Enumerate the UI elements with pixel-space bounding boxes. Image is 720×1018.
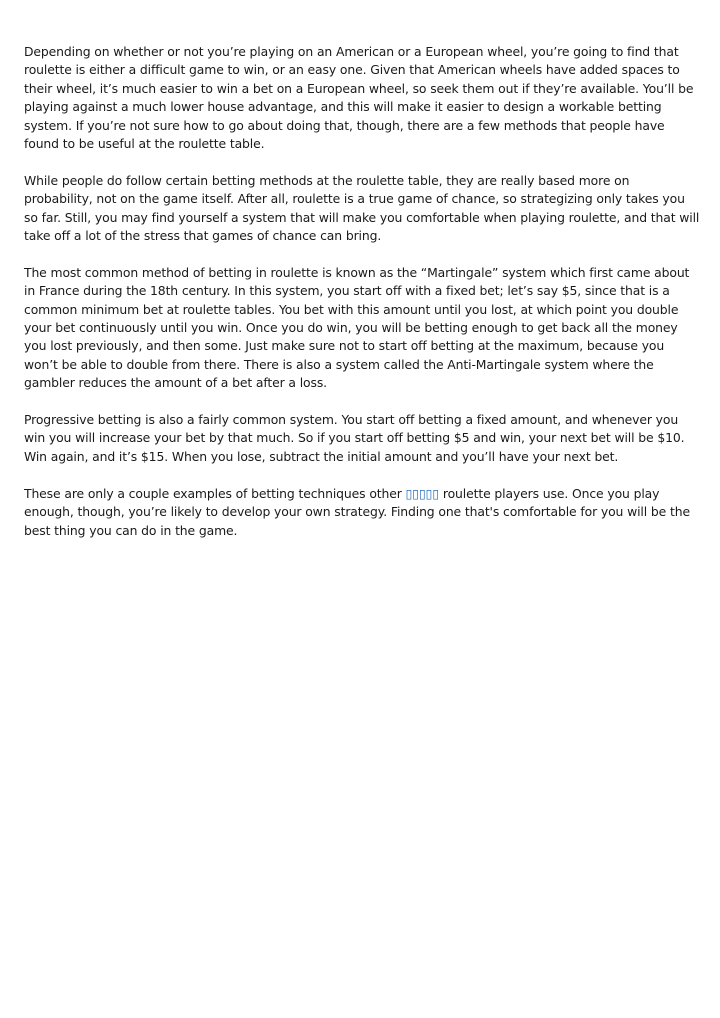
article-body: [24, 43, 700, 558]
conclusion-text-end: roulette players use. Once you play enough, though, you’re likely to develop your own strategy. Finding one that's comfortable for you will be the best thing you can do in the game.: [24, 485, 690, 538]
paragraph-martingale: The most common method of betting in roulette is known as the “Martingale” system which first came about in France during the 18th century. In this system, you start off with a fixed bet; let’s say $5, since that is a common minimum bet at roulette tables. You bet with this amount until you lost, at which point you double your bet continuously until you win. Once you do win, you will be betting enough to get back all the money you lost previously, and then some. Just make sure not to start off betting at the maximum, because you won’t be able to double from there. There is also a system called the Anti-Martingale system where the gambler reduces the amount of a bet after a loss.: [24, 264, 690, 391]
paragraph-progressive-betting: Progressive betting is also a fairly common system. You start off betting a fixed amount, and whenever you win you will increase your bet by that much. So if you start off betting $5 and win, your next bet will be $10. Win again, and it’s $15. When you lose, subtract the initial amount and you’ll have your next bet.: [24, 412, 685, 464]
paragraph-conclusion: [24, 485, 700, 540]
inline-link[interactable]: ▯▯▯▯▯: [405, 485, 440, 501]
paragraph-betting-methods: While people do follow certain betting methods at the roulette table, they are really based more on probability, not on the game itself. After all, roulette is a true game of chance, so strategizing only takes you so far. Still, you may find yourself a system that will make you comfortable when playing roulette, and that will take off a lot of the stress that games of chance can bring.: [24, 172, 700, 244]
conclusion-text-start: These are only a couple examples of betting techniques other: [24, 485, 406, 501]
paragraph-american-european-wheel: Depending on whether or not you’re playing on an American or a European wheel, you’re going to find that roulette is either a difficult game to win, or an easy one. Given that American wheels have added spaces to their wheel, it’s much easier to win a bet on a European wheel, so seek them out if they’re available. You’ll be playing against a much lower house advantage, and this will make it easier to design a workable betting system. If you’re not sure how to go about doing that, though, there are a few methods that people have found to be useful at the roulette table.: [24, 44, 694, 152]
